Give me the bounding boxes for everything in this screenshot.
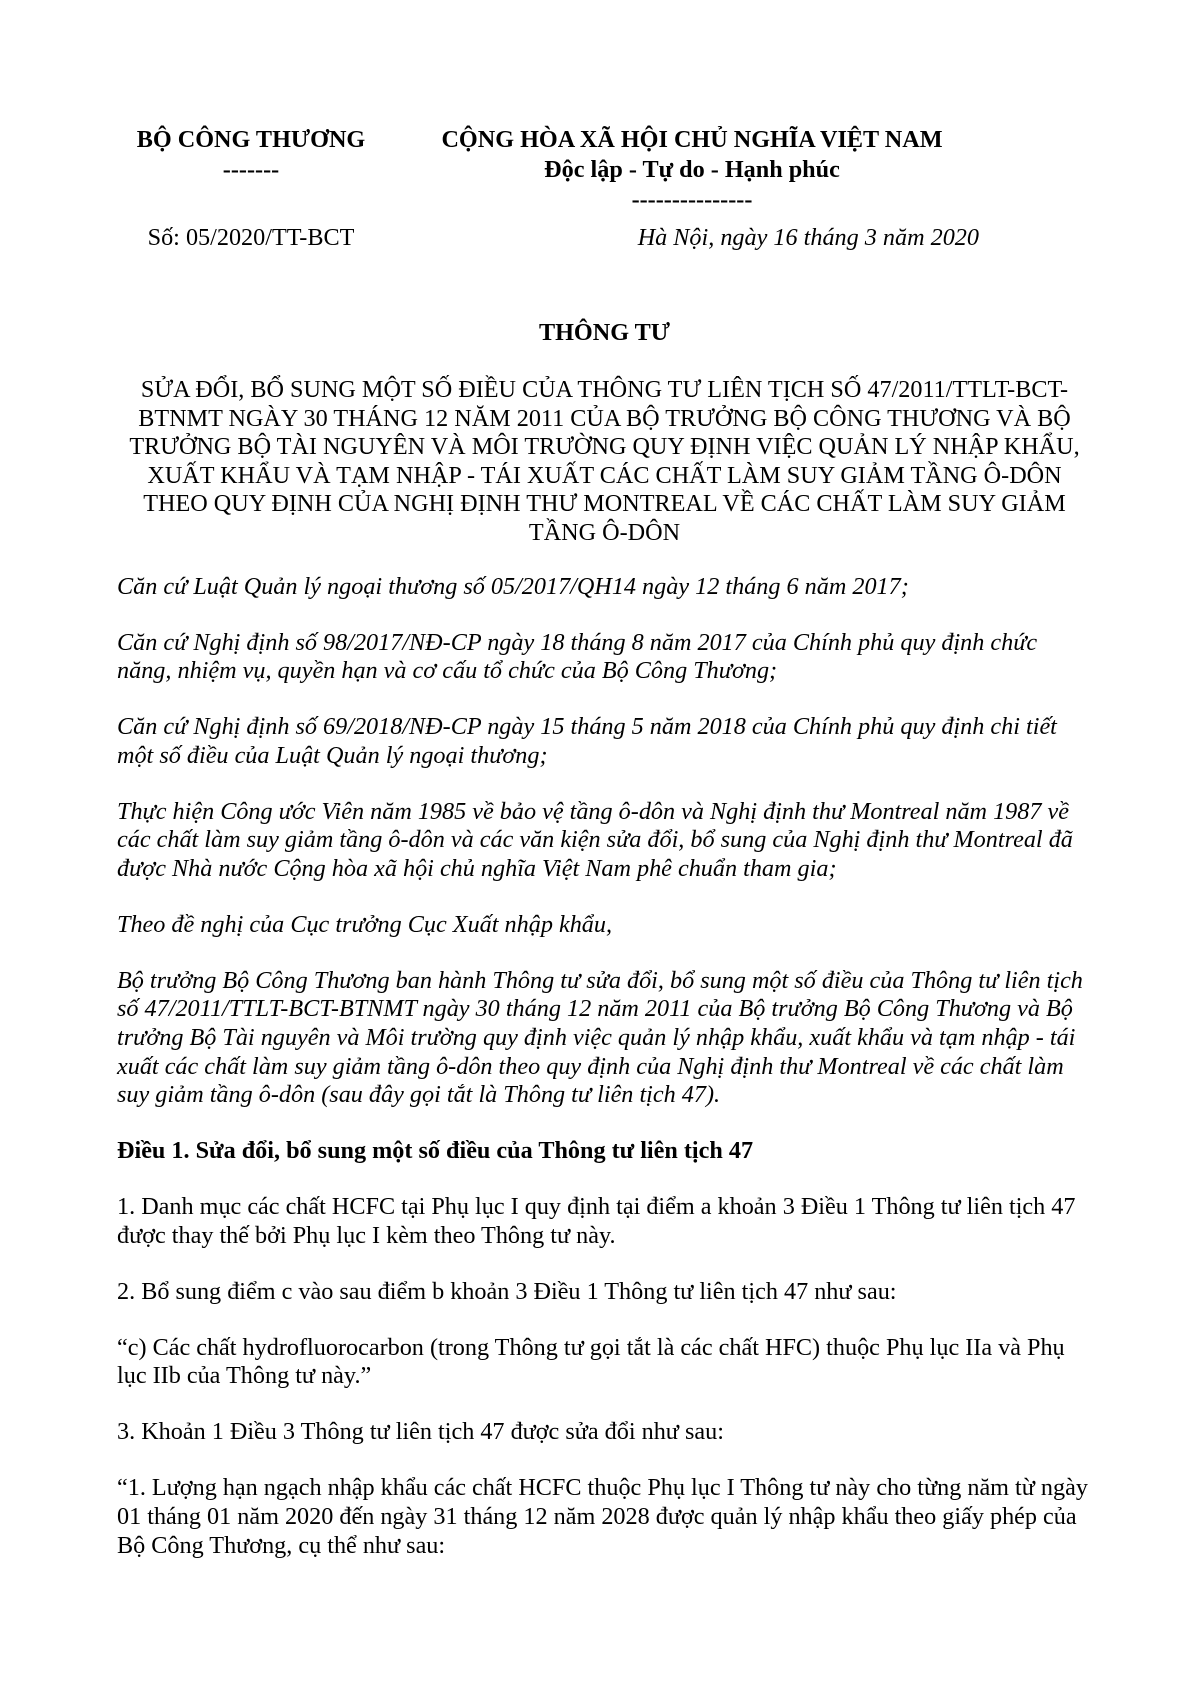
article-1-clause-1 bbox=[117, 1193, 1092, 1250]
document-number: Số: 05/2020/TT-BCT bbox=[147, 224, 355, 251]
national-motto-block bbox=[405, 125, 979, 215]
agency-divider: ------- bbox=[222, 156, 280, 183]
text-line: một số điều của Luật Quản lý ngoại thương; bbox=[117, 741, 548, 769]
document-type-title: THÔNG TƯ bbox=[538, 319, 671, 346]
preamble-vienna-montreal bbox=[117, 798, 1092, 884]
issuing-agency-block bbox=[117, 125, 385, 185]
text-line: được Nhà nước Cộng hòa xã hội chủ nghĩa Việt Nam phê chuẩn tham gia; bbox=[117, 854, 837, 882]
preamble-basis-decree-69 bbox=[117, 713, 1092, 770]
article-1 bbox=[117, 1137, 1092, 1166]
text-line: 1. Danh mục các chất HCFC tại Phụ lục I quy định tại điểm a khoản 3 Điều 1 Thông tư liên tịch 47 bbox=[117, 1193, 1076, 1221]
text-line: lục IIb của Thông tư này.” bbox=[117, 1362, 372, 1390]
text-line: “c) Các chất hydrofluorocarbon (trong Thông tư gọi tắt là các chất HFC) thuộc Phụ lục IIa và Phụ bbox=[117, 1333, 1065, 1361]
preamble-basis-decree-98 bbox=[117, 629, 1092, 686]
text-line: số 47/2011/TTLT-BCT-BTNMT ngày 30 tháng 12 năm 2011 của Bộ trưởng Bộ Công Thương và Bộ bbox=[117, 995, 1073, 1023]
text-line: xuất các chất làm suy giảm tầng ô-dôn theo quy định của Nghị định thư Montreal về các chất làm bbox=[117, 1052, 1064, 1080]
text-line: Bộ Công Thương, cụ thể như sau: bbox=[117, 1531, 446, 1559]
amendment-quote-clause-1 bbox=[117, 1474, 1092, 1560]
text-line: suy giảm tầng ô-dôn (sau đây gọi tắt là Thông tư liên tịch 47). bbox=[117, 1081, 721, 1109]
issuing-agency: BỘ CÔNG THƯƠNG bbox=[136, 126, 366, 153]
document-subtitle bbox=[117, 376, 1092, 548]
text-line: được thay thế bởi Phụ lục I kèm theo Thông tư này. bbox=[117, 1221, 616, 1249]
article-1-heading: Điều 1. Sửa đổi, bổ sung một số điều của Thông tư liên tịch 47 bbox=[117, 1137, 754, 1165]
text-line: 3. Khoản 1 Điều 3 Thông tư liên tịch 47 được sửa đổi như sau: bbox=[117, 1418, 724, 1446]
preamble-basis-foreign-trade-law bbox=[117, 573, 1092, 602]
national-motto: Độc lập - Tự do - Hạnh phúc bbox=[544, 156, 840, 183]
text-line: 2. Bổ sung điểm c vào sau điểm b khoản 3 Điều 1 Thông tư liên tịch 47 như sau: bbox=[117, 1277, 897, 1305]
text-line: năng, nhiệm vụ, quyền hạn và cơ cấu tổ chức của Bộ Công Thương; bbox=[117, 657, 778, 685]
text-line: Theo đề nghị của Cục trưởng Cục Xuất nhập khẩu, bbox=[117, 910, 613, 938]
place-and-date: Hà Nội, ngày 16 tháng 3 năm 2020 bbox=[637, 224, 979, 251]
subtitle-line: THEO QUY ĐỊNH CỦA NGHỊ ĐỊNH THƯ MONTREAL VỀ CÁC CHẤT LÀM SUY GIẢM bbox=[143, 490, 1066, 518]
preamble-proposal bbox=[117, 911, 1092, 940]
text-line: Căn cứ Nghị định số 69/2018/NĐ-CP ngày 15 tháng 5 năm 2018 của Chính phủ quy định chi tiết bbox=[117, 713, 1057, 741]
text-line: “1. Lượng hạn ngạch nhập khẩu các chất HCFC thuộc Phụ lục I Thông tư này cho từng năm từ ngày bbox=[117, 1474, 1088, 1502]
document-body bbox=[117, 319, 1092, 1560]
country-name: CỘNG HÒA XÃ HỘI CHỦ NGHĨA VIỆT NAM bbox=[441, 126, 943, 153]
subtitle-line: XUẤT KHẨU VÀ TẠM NHẬP - TÁI XUẤT CÁC CHẤT LÀM SUY GIẢM TẦNG Ô-DÔN bbox=[147, 461, 1062, 489]
text-line: Căn cứ Luật Quản lý ngoại thương số 05/2017/QH14 ngày 12 tháng 6 năm 2017; bbox=[117, 572, 909, 600]
subtitle-line: SỬA ĐỔI, BỔ SUNG MỘT SỐ ĐIỀU CỦA THÔNG TƯ LIÊN TỊCH SỐ 47/2011/TTLT-BCT- bbox=[140, 375, 1069, 403]
article-1-clause-2 bbox=[117, 1278, 1092, 1307]
text-line: trưởng Bộ Tài nguyên và Môi trường quy định việc quản lý nhập khẩu, xuất khẩu và tạm nhập - tái bbox=[117, 1024, 1076, 1052]
text-line: Bộ trưởng Bộ Công Thương ban hành Thông tư sửa đổi, bổ sung một số điều của Thông tư liên tịch bbox=[117, 966, 1083, 994]
text-line: Căn cứ Nghị định số 98/2017/NĐ-CP ngày 18 tháng 8 năm 2017 của Chính phủ quy định chức bbox=[117, 628, 1038, 656]
article-1-clause-3 bbox=[117, 1418, 1092, 1447]
subtitle-line: BTNMT NGÀY 30 THÁNG 12 NĂM 2011 CỦA BỘ TRƯỞNG BỘ CÔNG THƯƠNG VÀ BỘ bbox=[138, 404, 1071, 432]
text-line: 01 tháng 01 năm 2020 đến ngày 31 tháng 12 năm 2028 được quản lý nhập khẩu theo giấy phép của bbox=[117, 1502, 1077, 1530]
motto-divider: --------------- bbox=[631, 186, 753, 213]
subtitle-line: TRƯỞNG BỘ TÀI NGUYÊN VÀ MÔI TRƯỜNG QUY ĐỊNH VIỆC QUẢN LÝ NHẬP KHẨU, bbox=[129, 433, 1080, 461]
subtitle-line: TẦNG Ô-DÔN bbox=[528, 518, 681, 546]
text-line: các chất làm suy giảm tầng ô-dôn và các văn kiện sửa đổi, bổ sung của Nghị định thư Montreal đã bbox=[117, 826, 1073, 854]
text-line: Thực hiện Công ước Viên năm 1985 về bảo vệ tầng ô-dôn và Nghị định thư Montreal năm 1987 về bbox=[117, 797, 1069, 825]
preamble-enactment bbox=[117, 967, 1092, 1110]
amendment-quote-point-c bbox=[117, 1334, 1092, 1391]
